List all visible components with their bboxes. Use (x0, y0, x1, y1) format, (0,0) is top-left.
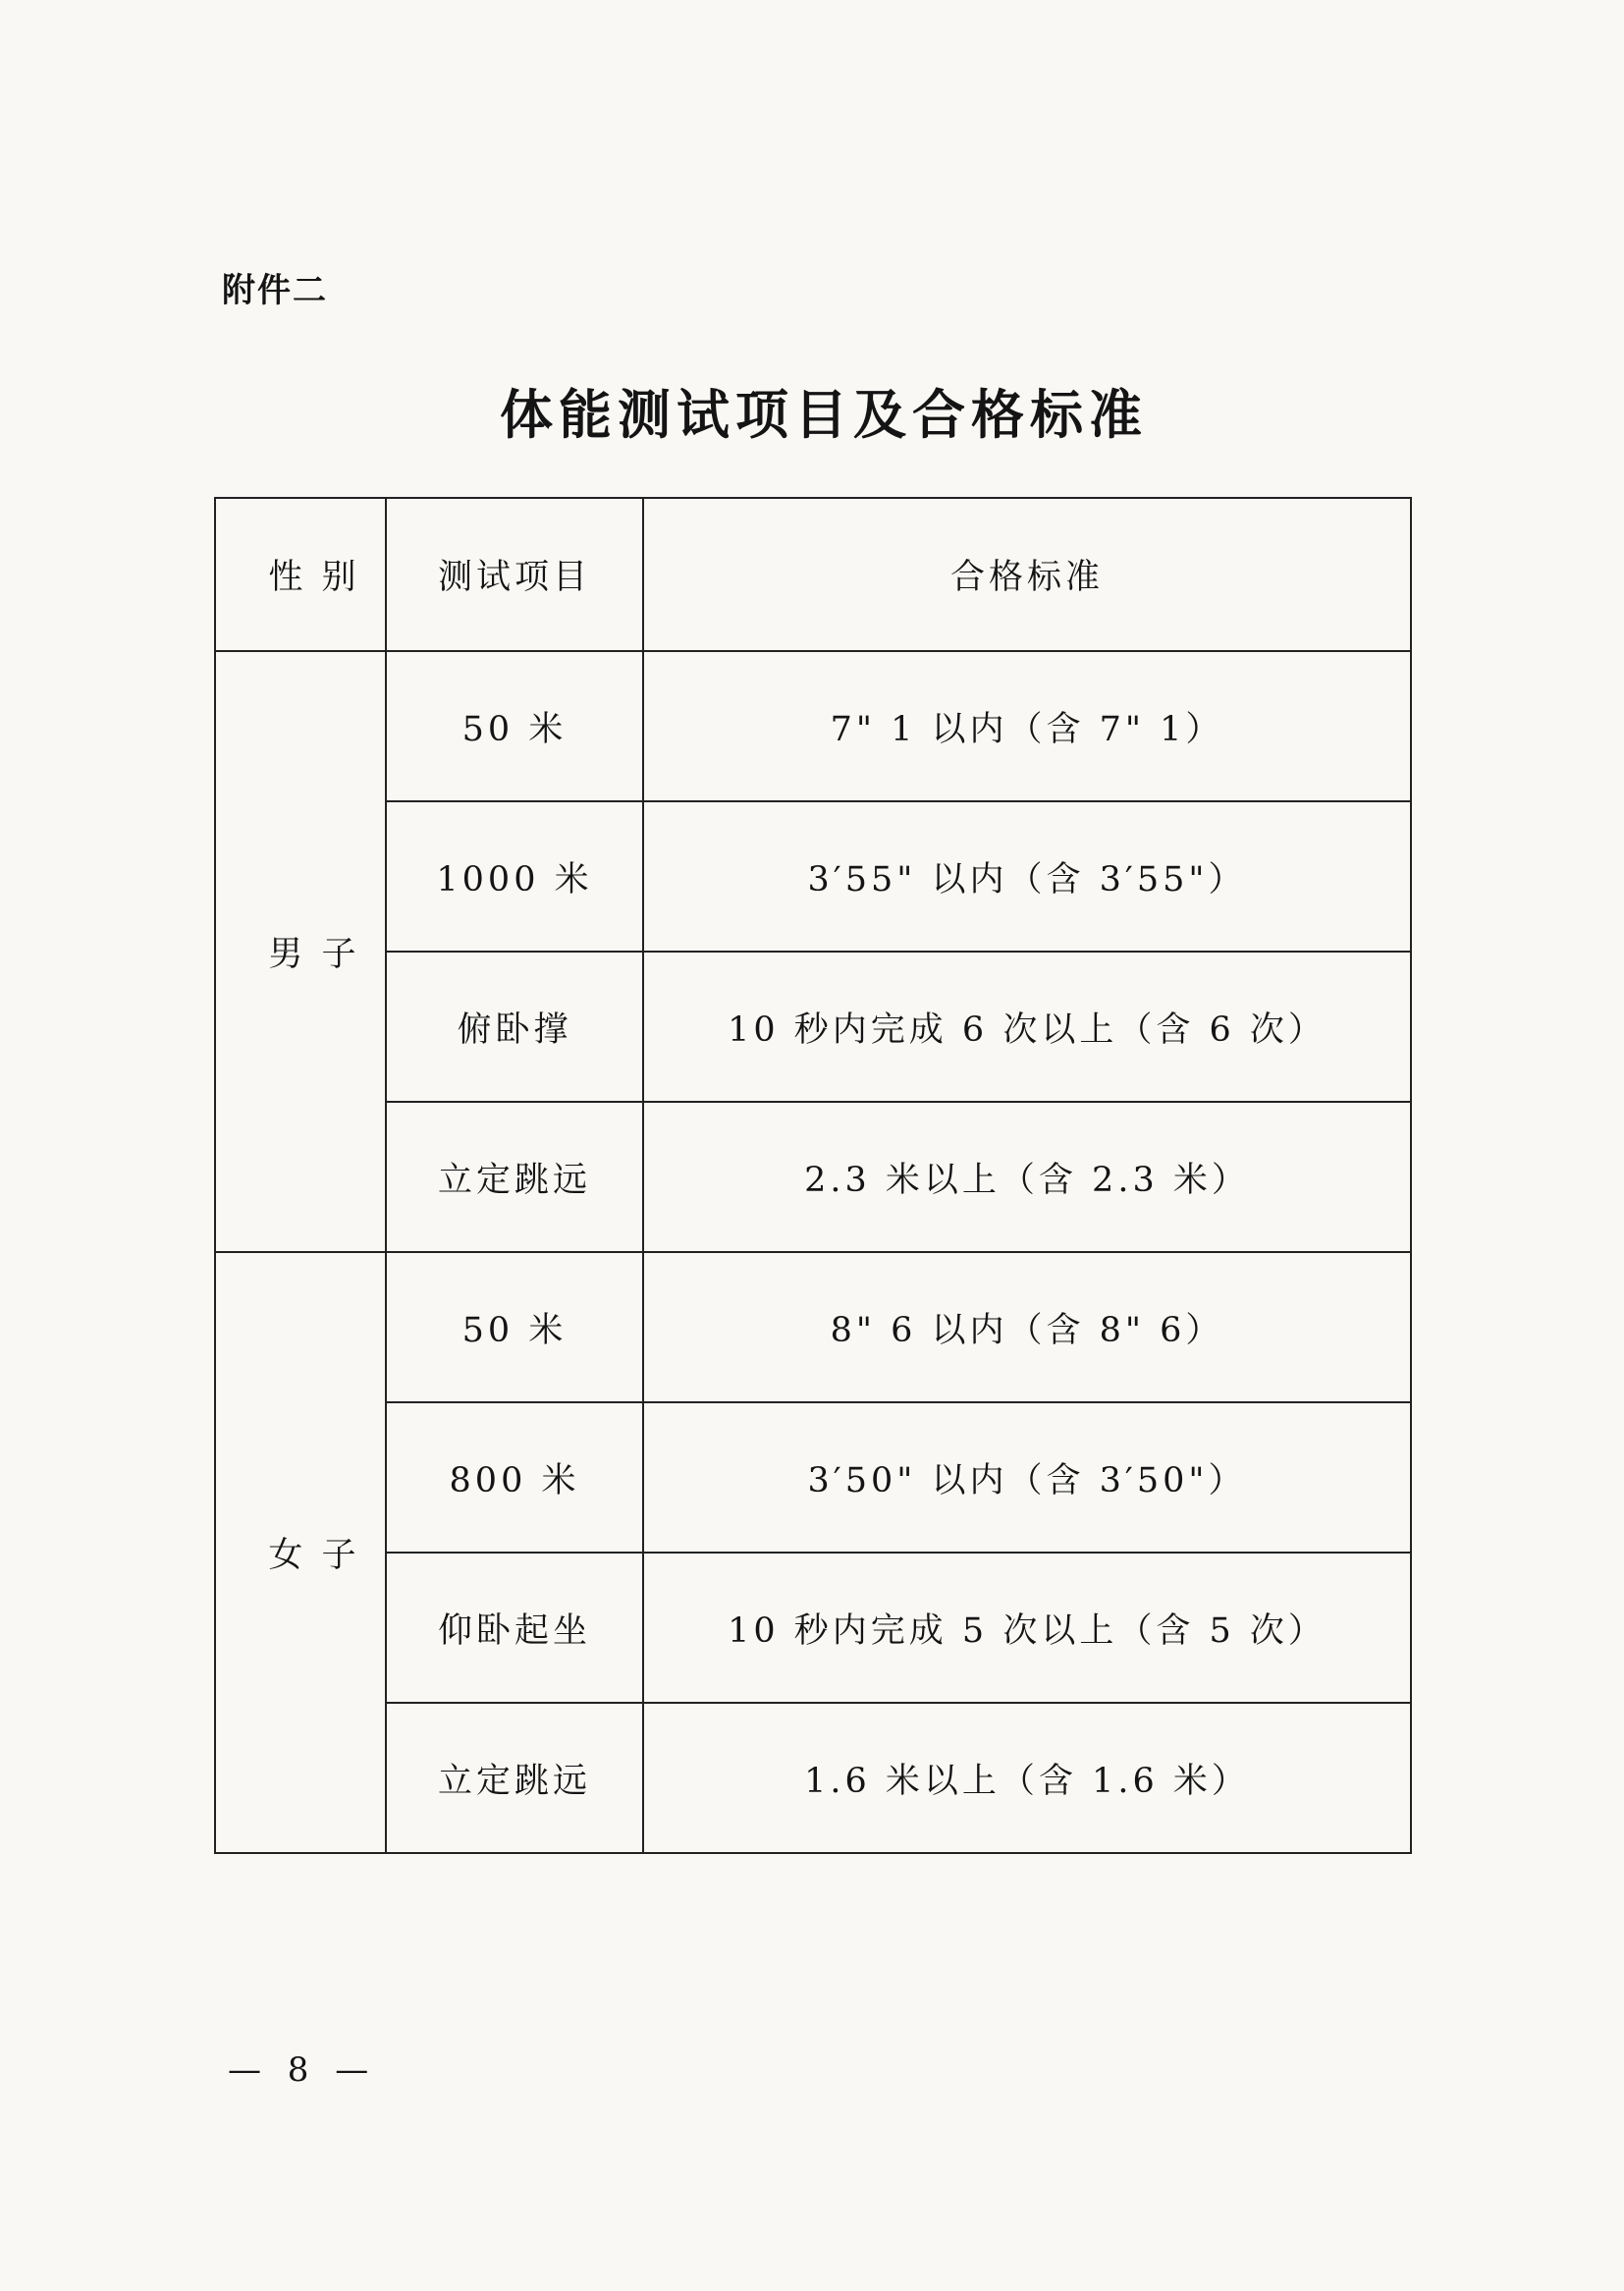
header-test-item: 测试项目 (386, 498, 643, 651)
test-item-cell: 立定跳远 (386, 1703, 643, 1853)
table-header-row (215, 498, 1411, 651)
table-row (215, 1252, 1411, 1402)
table-row (215, 952, 1411, 1102)
table-row (215, 1102, 1411, 1252)
test-item-cell: 仰卧起坐 (386, 1553, 643, 1703)
standard-cell: 1.6 米以上（含 1.6 米） (643, 1703, 1411, 1853)
test-item-cell: 800 米 (386, 1402, 643, 1553)
standard-cell: 3′50" 以内（含 3′50"） (643, 1402, 1411, 1553)
standard-cell: 10 秒内完成 6 次以上（含 6 次） (643, 952, 1411, 1102)
page-number: — 8 — (228, 2050, 377, 2090)
test-item-cell: 50 米 (386, 651, 643, 801)
standard-cell: 2.3 米以上（含 2.3 米） (643, 1102, 1411, 1252)
attachment-label: 附件二 (222, 271, 328, 310)
table-row (215, 1703, 1411, 1853)
gender-cell-male: 男 子 (215, 651, 386, 1252)
standard-cell: 7" 1 以内（含 7" 1） (643, 651, 1411, 801)
table-row (215, 1402, 1411, 1553)
header-gender: 性 别 (215, 498, 386, 651)
standards-table (214, 497, 1412, 1854)
table-row (215, 1553, 1411, 1703)
test-item-cell: 俯卧撑 (386, 952, 643, 1102)
standard-cell: 10 秒内完成 5 次以上（含 5 次） (643, 1553, 1411, 1703)
document-title: 体能测试项目及合格标准 (500, 383, 1148, 446)
table-row (215, 801, 1411, 952)
header-standard: 合格标准 (643, 498, 1411, 651)
test-item-cell: 50 米 (386, 1252, 643, 1402)
standard-cell: 3′55" 以内（含 3′55"） (643, 801, 1411, 952)
gender-cell-female: 女 子 (215, 1252, 386, 1853)
test-item-cell: 立定跳远 (386, 1102, 643, 1252)
table-row (215, 651, 1411, 801)
standard-cell: 8" 6 以内（含 8" 6） (643, 1252, 1411, 1402)
test-item-cell: 1000 米 (386, 801, 643, 952)
